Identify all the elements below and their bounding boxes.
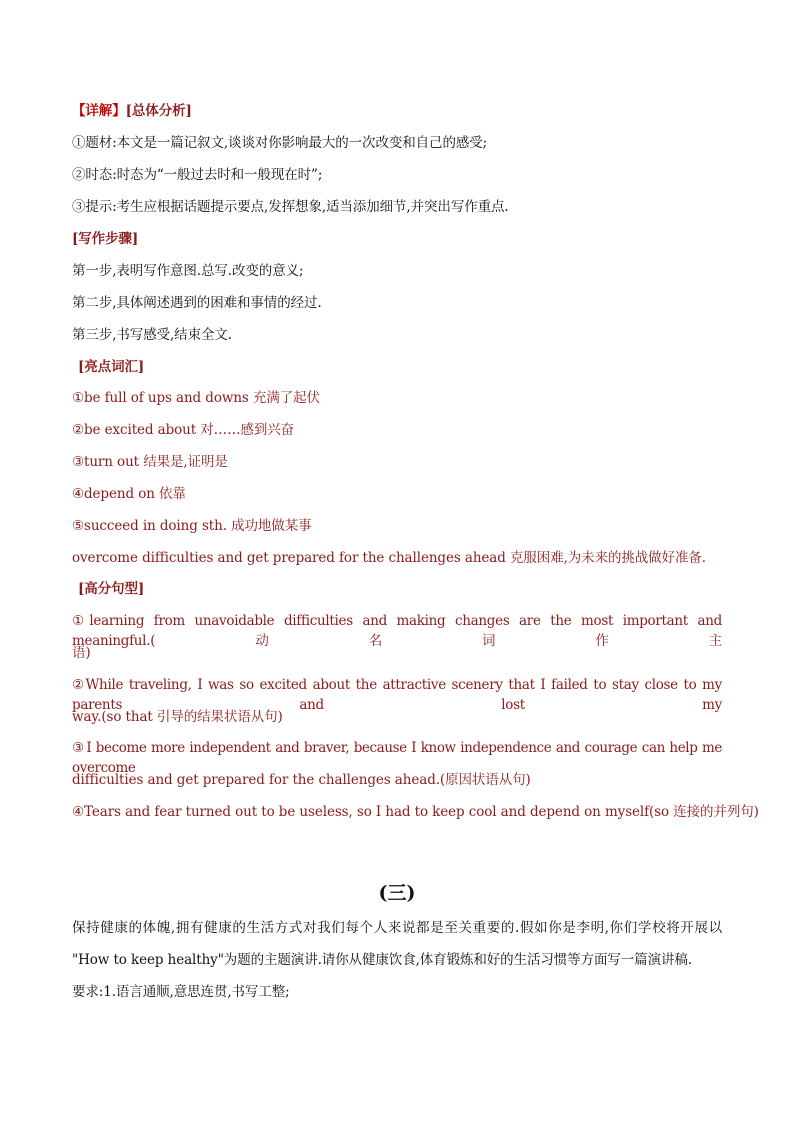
step-item: 第三步,书写感受,结束全文. [72,327,232,343]
sentence-line: way.(so that 引导的结果状语从句) [72,709,283,725]
vocab-item: ⑤succeed in doing sth. 成功地做某事 [72,518,312,534]
sentence-line: ③I become more independent and braver, because I know independence and courage can help me overcome [72,740,722,776]
detail-item: ②时态:时态为“一般过去时和一般现在时”; [72,167,323,183]
section-heading: (三) [378,882,416,904]
sentence-line: ①learning from unavoidable difficulties and making changes are the most important and meaningful.(动名词作主 [72,613,722,649]
sentence-line: ④Tears and fear turned out to be useless, so I had to keep cool and depend on myself(so 连接的并列句) [72,804,759,820]
vocab-item: overcome difficulties and get prepared for the challenges ahead 克服困难,为未来的挑战做好准备. [72,550,706,566]
detail-label: 【详解】 [72,103,126,119]
detail-item: ③提示:考生应根据话题提示要点,发挥想象,适当添加细节,并突出写作重点. [72,199,509,215]
vocab-item: ②be excited about 对……感到兴奋 [72,422,295,438]
prompt-line: 要求:1.语言通顺,意思连贯,书写工整; [72,984,290,1000]
sentences-label: [高分句型] [78,581,145,597]
step-item: 第一步,表明写作意图.总写.改变的意义; [72,263,304,279]
overview-label: [总体分析] [125,103,192,119]
prompt-line: 保持健康的体魄,拥有健康的生活方式对我们每个人来说都是至关重要的.假如你是李明,你们学校将开展以 [72,920,722,936]
detail-header [72,101,722,121]
sentence-line: ②While traveling, I was so excited about the attractive scenery that I failed to stay close to my parents and lost my [72,677,722,713]
steps-label: [写作步骤] [72,231,139,247]
sentence-line: difficulties and get prepared for the challenges ahead.(原因状语从句) [72,772,531,788]
sentence-line: 语) [72,645,91,661]
vocab-item: ③turn out 结果是,证明是 [72,454,228,470]
vocab-item: ④depend on 依靠 [72,486,186,502]
detail-item: ①题材:本文是一篇记叙文,谈谈对你影响最大的一次改变和自己的感受; [72,135,488,151]
prompt-line: "How to keep healthy"为题的主题演讲.请你从健康饮食,体育锻炼和好的生活习惯等方面写一篇演讲稿. [72,952,692,968]
vocab-item: ①be full of ups and downs 充满了起伏 [72,390,320,406]
step-item: 第二步,具体阐述遇到的困难和事情的经过. [72,295,322,311]
vocab-label: [亮点词汇] [78,359,145,375]
